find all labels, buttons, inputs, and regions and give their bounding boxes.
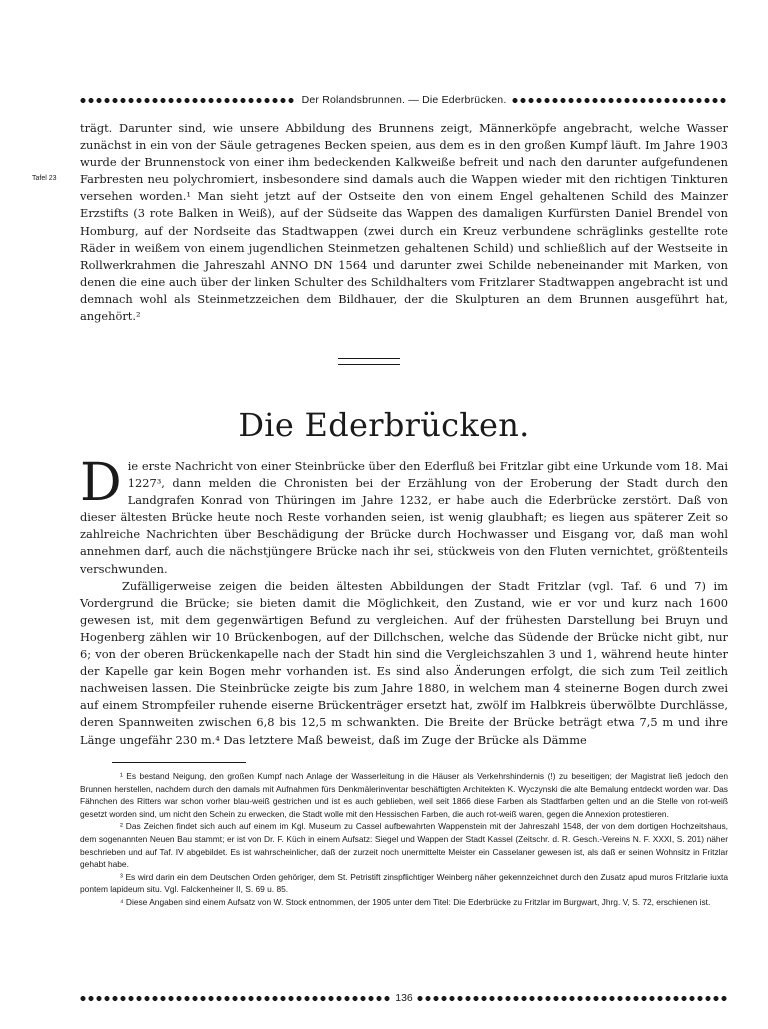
footer-ornament-right bbox=[417, 995, 728, 1002]
bridge-paragraph-1 bbox=[80, 453, 728, 578]
drop-cap: D bbox=[80, 453, 122, 513]
margin-note: Tafel 23 bbox=[32, 175, 57, 182]
footnote-4: ⁴ Diese Angaben sind einem Aufsatz von W. Stock entnommen, der 1905 unter dem Titel: Die Ederbrücke zu Fritzlar im Burgwart, Jhrg. V, S. 72, erschienen ist. bbox=[120, 896, 711, 907]
fountain-paragraph bbox=[80, 120, 728, 325]
running-header bbox=[80, 92, 728, 108]
section-divider bbox=[338, 358, 400, 365]
footnote-rule bbox=[112, 762, 246, 763]
bridge-paragraph-2: Zufälligerweise zeigen die beiden ältesten Abbildungen der Stadt Fritzlar (vgl. Taf. 6 und 7) im Vordergrund die Brücke; sie bieten damit die Möglichkeit, den Zustand, wie er vor und kurz nach 1600 gewesen ist, mit dem gegenwärtigen Befund zu vergleichen. Auf der frühesten Darstellung bei Bruyn und Hogenberg zählen wir 10 Brückenbogen, auf der Dillchschen, welche das Südende der Brücke nicht gibt, nur 6; von der oberen Brückenkapelle nach der Stadt hin sind die Vergleichszahlen 3 und 1, während heute hinter der Kapelle gar kein Bogen mehr vorhanden ist. Es sind also Änderungen erfolgt, die sich zum Teil zeitlich nachweisen lassen. Die Steinbrücke zeigte bis zum Jahre 1880, in welchem man 4 steinerne Bogen durch zwei auf einem Strompfeiler ruhende eiserne Brückenträger ersetzt hat, zwölf im Halbkreis überwölbte Durchlässe, deren Spannweiten zwischen 6,8 bis 12,5 m schwankten. Die Breite der Brücke beträgt etwa 7,5 m und ihre Länge ungefähr 230 m.⁴ Das letztere Maß beweist, daß im Zuge der Brücke als Dämme bbox=[80, 578, 728, 747]
footnote-3: ³ Es wird darin ein dem Deutschen Orden gehöriger, dem St. Petristift zinspflichtiger Weinberg näher gekennzeichnet durch den Zusatz apud muros Fritzlarie iuxta pontem lapideum situ. Vgl. Falckenheiner II, S. 69 u. 85. bbox=[80, 871, 728, 895]
footnotes bbox=[80, 770, 728, 909]
fountain-paragraph-text: trägt. Darunter sind, wie unsere Abbildung des Brunnens zeigt, Männerköpfe angebracht, welche Wasser zunächst in ein von der Säule getragenes Becken speien, aus dem es in den großen Kumpf läuft. Im Jahre 1903 wurde der Brunnenstock von einer ihm bedeckenden Kalkweiße befreit und nach den darunter aufgefundenen Farbresten neu polychromiert, insbesondere sind damals auch die Wappen wieder mit den richtigen Tinkturen versehen worden.¹ Man sieht jetzt auf der Ostseite den von einem Engel gehaltenen Schild des Mainzer Erzstifts (3 rote Balken in Weiß), auf der Südseite das Wappen des damaligen Kurfürsten Daniel Brendel von Homburg, auf der Nordseite das Stadtwappen (zwei durch ein Kreuz verbundene schräglinks gestellte rote Räder in weißem von einem jugendlichen Steinmetzen gehaltenen Schild) und schließlich auf der Westseite in Rollwerkrahmen die Jahreszahl ANNO DN 1564 und darunter zwei Schilde nebeneinander mit Marken, von denen die eine auch über der linken Schulter des Schildhalters vom Fritzlarer Stadtwappen angebracht ist und demnach wohl als Steinmetzzeichen dem Bildhauer, der die Skulpturen an dem Brunnen ausgeführt hat, angehört.² bbox=[80, 121, 728, 324]
section-title: Die Ederbrücken. bbox=[238, 406, 530, 444]
footer-ornament-left bbox=[80, 995, 391, 1002]
header-ornament-right bbox=[512, 97, 728, 104]
footnote-1: ¹ Es bestand Neigung, den großen Kumpf nach Anlage der Wasserleitung in die Häuser als Verkehrshindernis (!) zu beseitigen; der Magistrat ließ jedoch den Brunnen herstellen, nachdem durch den damals mit Aufnahmen fürs Denkmälerinventar beschäftigten Architekten K. Wyczynski die alte Bemalung entdeckt worden war. Das Fähnchen des Ritters war schon vorher blau-weiß gestrichen und ist es auch geblieben, weil seit 1866 diese Farben als Stadtfarben gelten und an die Stelle von rot-weiß gesetzt worden sind, um nicht den Schein zu erwecken, die Stadt wolle mit den Hessischen Farben, die auch rot-weiß waren, gegen die Annexion protestieren. bbox=[80, 771, 728, 819]
page-number: 136 bbox=[395, 992, 413, 1004]
running-title: Der Rolandsbrunnen. — Die Ederbrücken. bbox=[301, 94, 507, 106]
footnote-2: ² Das Zeichen findet sich auch auf einem im Kgl. Museum zu Cassel aufbewahrten Wappenstein mit der Jahreszahl 1548, der von dem dortigen Hochzeitshaus, dem sogenannten Neuen Bau stammt; er ist von Dr. F. Küch in einem Aufsatz: Siegel und Wappen der Stadt Kassel (Zeitschr. d. R. Gesch.-Vereins N. F. XXXI, S. 201) näher beschrieben und auf Taf. IV abgebildet. Es ist wahrscheinlicher, daß der zurzeit noch unermittelte Meister ein Casselaner gewesen ist, als daß er seinen Wohnsitz in Fritzlar gehabt habe. bbox=[80, 821, 728, 870]
running-footer bbox=[80, 991, 728, 1005]
bridge-section-body bbox=[80, 453, 728, 749]
bridge-paragraph-1-text: ie erste Nachricht von einer Steinbrücke über den Ederfluß bei Fritzlar gibt eine Urkunde vom 18. Mai 1227³, dann melden die Chronisten bei der Erzählung von der Eroberung der Stadt durch den Landgrafen Konrad von Thüringen im Jahre 1232, er habe auch die Ederbrücke zerstört. Daß von dieser ältesten Brücke heute noch Reste vorhanden seien, ist wenig glaubhaft; es liegen aus späterer Zeit so zahlreiche Nachrichten über Beschädigung der Brücke durch Hochwasser und Eisgang vor, daß man wohl annehmen darf, auch die nächstjüngere Brücke nach ihr sei, stückweis von den Fluten vernichtet, größtenteils verschwunden. bbox=[80, 459, 728, 576]
header-ornament-left bbox=[80, 97, 296, 104]
